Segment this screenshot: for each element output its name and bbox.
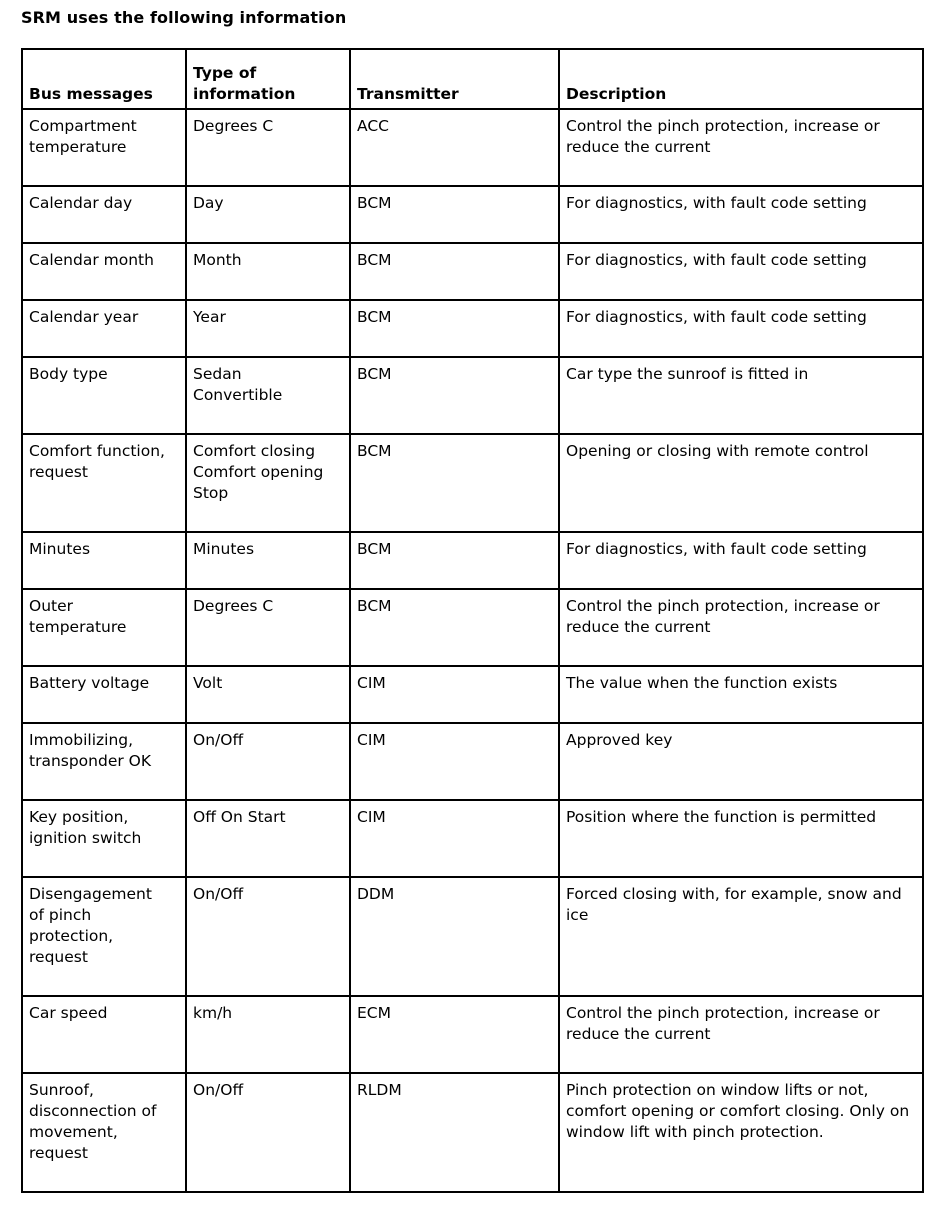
header-bus-messages: Bus messages [22, 49, 186, 109]
bus-message-cell: Battery voltage [22, 666, 186, 723]
type-of-information-cell: Month [186, 243, 350, 300]
srm-information-table [21, 48, 924, 1193]
type-of-information-cell: Sedan Convertible [186, 357, 350, 434]
table-row [22, 434, 923, 532]
table-row [22, 800, 923, 877]
description-cell: Control the pinch protection, increase or reduce the current [559, 589, 923, 666]
type-of-information-cell: Off On Start [186, 800, 350, 877]
transmitter-cell: BCM [350, 300, 559, 357]
description-cell: Opening or closing with remote control [559, 434, 923, 532]
table-row [22, 109, 923, 186]
table-row [22, 666, 923, 723]
description-cell: Approved key [559, 723, 923, 800]
table-row [22, 589, 923, 666]
bus-message-cell: Disengagement of pinch protection, request [22, 877, 186, 996]
type-of-information-cell: On/Off [186, 877, 350, 996]
bus-message-cell: Compartment temperature [22, 109, 186, 186]
description-cell: For diagnostics, with fault code setting [559, 300, 923, 357]
transmitter-cell: CIM [350, 723, 559, 800]
description-cell: For diagnostics, with fault code setting [559, 186, 923, 243]
table-row [22, 532, 923, 589]
table-row [22, 357, 923, 434]
bus-message-cell: Key position, ignition switch [22, 800, 186, 877]
bus-message-cell: Outer temperature [22, 589, 186, 666]
description-cell: Car type the sunroof is fitted in [559, 357, 923, 434]
description-cell: For diagnostics, with fault code setting [559, 243, 923, 300]
type-of-information-cell: On/Off [186, 1073, 350, 1192]
table-row [22, 300, 923, 357]
description-cell: Control the pinch protection, increase or reduce the current [559, 996, 923, 1073]
type-of-information-cell: Day [186, 186, 350, 243]
bus-message-cell: Immobilizing, transponder OK [22, 723, 186, 800]
transmitter-cell: BCM [350, 434, 559, 532]
table-row [22, 877, 923, 996]
type-of-information-cell: Minutes [186, 532, 350, 589]
bus-message-cell: Minutes [22, 532, 186, 589]
type-of-information-cell: Volt [186, 666, 350, 723]
transmitter-cell: BCM [350, 186, 559, 243]
table-row [22, 186, 923, 243]
description-cell: The value when the function exists [559, 666, 923, 723]
table-row [22, 243, 923, 300]
header-transmitter: Transmitter [350, 49, 559, 109]
transmitter-cell: BCM [350, 357, 559, 434]
bus-message-cell: Calendar month [22, 243, 186, 300]
transmitter-cell: BCM [350, 532, 559, 589]
transmitter-cell: RLDM [350, 1073, 559, 1192]
description-cell: Forced closing with, for example, snow and ice [559, 877, 923, 996]
header-type-of-information: Type of information [186, 49, 350, 109]
table-header-row [22, 49, 923, 109]
transmitter-cell: ECM [350, 996, 559, 1073]
table-row [22, 1073, 923, 1192]
type-of-information-cell: Year [186, 300, 350, 357]
bus-message-cell: Car speed [22, 996, 186, 1073]
page-title: SRM uses the following information [21, 8, 347, 27]
header-description: Description [559, 49, 923, 109]
description-cell: Pinch protection on window lifts or not, comfort opening or comfort closing. Only on window lift with pinch protection. [559, 1073, 923, 1192]
transmitter-cell: CIM [350, 666, 559, 723]
description-cell: Control the pinch protection, increase or reduce the current [559, 109, 923, 186]
bus-message-cell: Calendar day [22, 186, 186, 243]
transmitter-cell: DDM [350, 877, 559, 996]
type-of-information-cell: Degrees C [186, 589, 350, 666]
type-of-information-cell: Degrees C [186, 109, 350, 186]
table-row [22, 723, 923, 800]
description-cell: For diagnostics, with fault code setting [559, 532, 923, 589]
transmitter-cell: ACC [350, 109, 559, 186]
bus-message-cell: Calendar year [22, 300, 186, 357]
description-cell: Position where the function is permitted [559, 800, 923, 877]
transmitter-cell: BCM [350, 589, 559, 666]
bus-message-cell: Sunroof, disconnection of movement, request [22, 1073, 186, 1192]
bus-message-cell: Comfort function, request [22, 434, 186, 532]
table-row [22, 996, 923, 1073]
type-of-information-cell: On/Off [186, 723, 350, 800]
type-of-information-cell: Comfort closing Comfort opening Stop [186, 434, 350, 532]
transmitter-cell: BCM [350, 243, 559, 300]
transmitter-cell: CIM [350, 800, 559, 877]
type-of-information-cell: km/h [186, 996, 350, 1073]
bus-message-cell: Body type [22, 357, 186, 434]
